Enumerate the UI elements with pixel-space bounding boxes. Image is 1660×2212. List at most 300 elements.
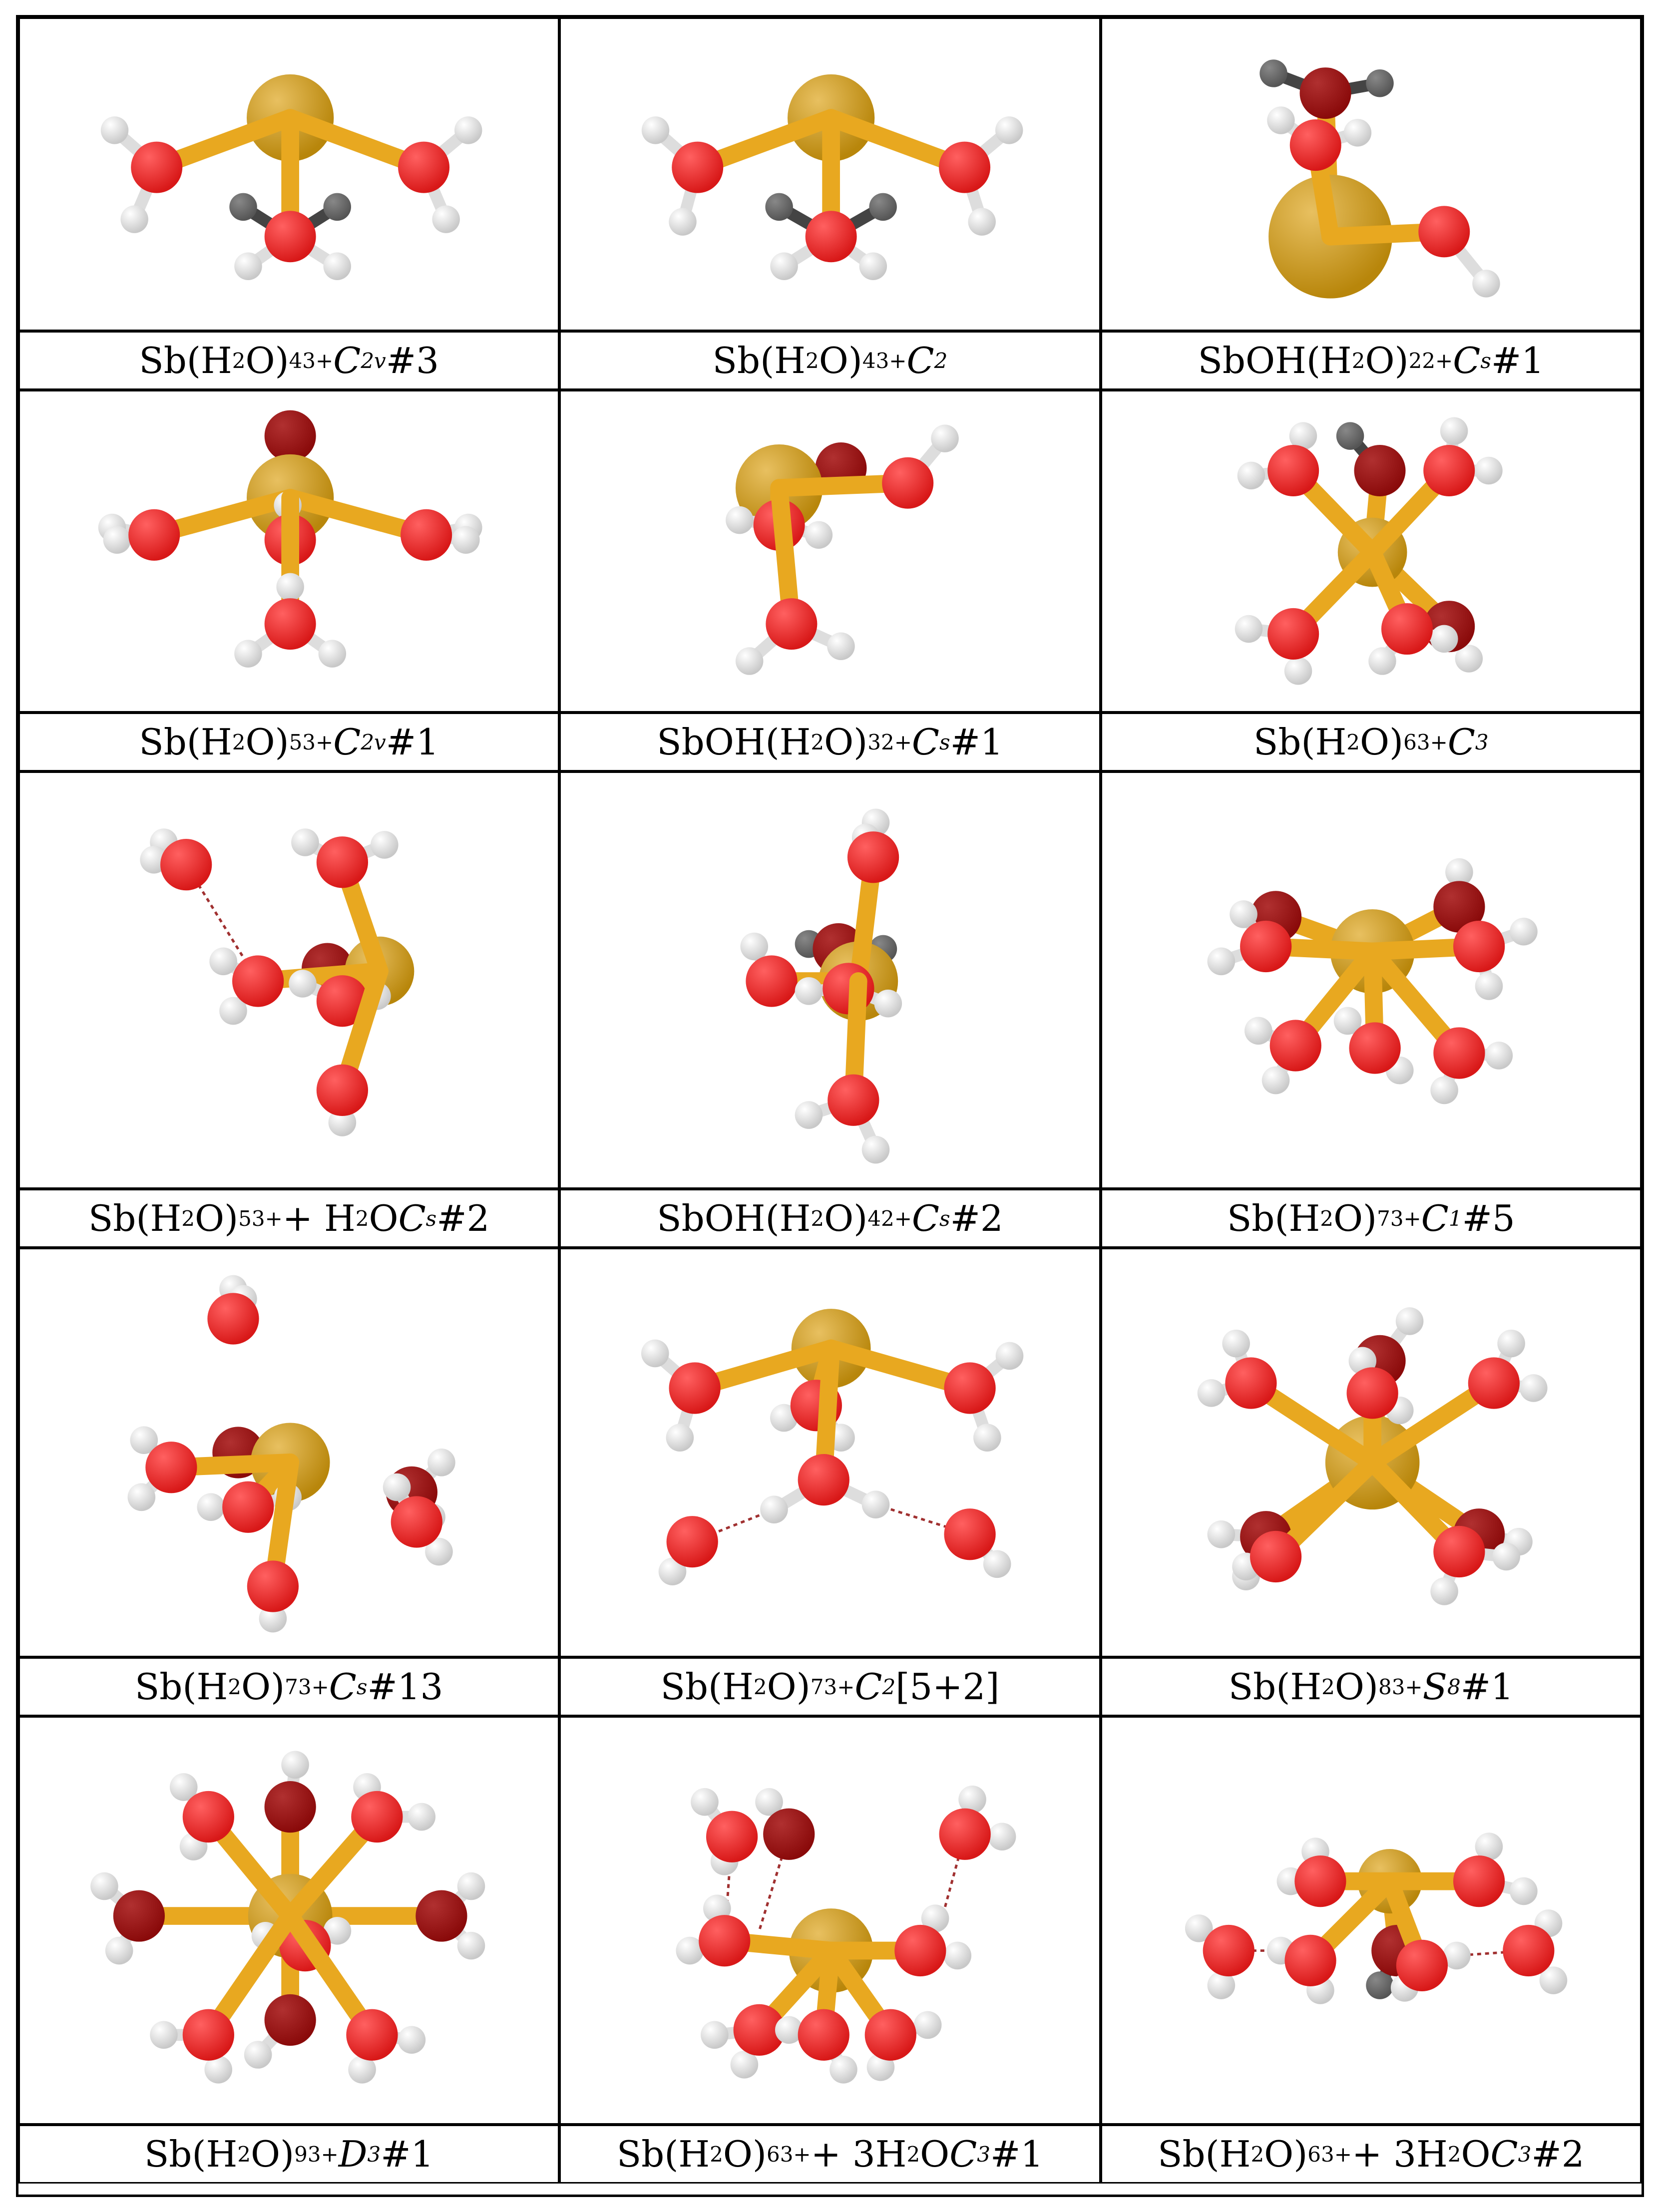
hydrogen-atom: [828, 632, 855, 660]
caption-segment: 2: [906, 2142, 920, 2167]
caption-segment: C: [906, 340, 934, 381]
hydrogen-atom: [973, 1424, 1001, 1452]
caption-segment: 2: [811, 730, 825, 754]
structure-caption: [1101, 713, 1642, 771]
caption-segment: 6: [766, 2142, 780, 2167]
hydrogen-atom: [427, 1449, 455, 1476]
structure-caption: [18, 331, 559, 390]
structure-caption: [18, 1189, 559, 1248]
oxygen-atom: [232, 955, 284, 1007]
oxygen-atom: [847, 831, 899, 883]
water-molecule: [1185, 1914, 1254, 1999]
oxygen-atom: [145, 1442, 197, 1493]
water-molecule: [939, 1786, 1016, 1860]
molecule-structure: [20, 1718, 558, 2123]
structure-image-cell: [559, 1716, 1100, 2125]
oxygen-atom: [1203, 1925, 1254, 1976]
caption-segment: Sb(H: [1253, 721, 1347, 763]
water-molecule: [234, 498, 346, 668]
hydrogen-atom: [398, 2026, 426, 2054]
hydrogen-atom: [1366, 69, 1393, 97]
oxygen-atom: [1250, 1531, 1301, 1582]
water-molecule: [1197, 1330, 1372, 1463]
caption-segment: 4: [289, 348, 303, 373]
water-molecule: [691, 1788, 758, 1875]
hydrogen-atom: [983, 1550, 1011, 1578]
caption-segment: 3+: [298, 1674, 329, 1699]
caption-segment: 3: [1518, 2142, 1532, 2167]
caption-segment: 5: [289, 730, 303, 754]
oxygen-atom: [160, 839, 212, 890]
caption-segment: C: [1490, 2133, 1518, 2175]
hydrogen-atom: [1368, 647, 1396, 675]
caption-segment: 2: [710, 2142, 723, 2167]
hydrogen-atom: [244, 2041, 272, 2069]
caption-segment: O): [1365, 340, 1409, 381]
caption-segment: + H: [282, 1197, 356, 1239]
hydrogen-atom: [457, 1872, 485, 1900]
structure-image-cell: [18, 17, 559, 331]
hydrogen-atom: [1430, 1577, 1458, 1605]
hydrogen-atom: [120, 205, 148, 233]
hydrogen-atom: [432, 205, 459, 233]
caption-segment: 3: [1475, 730, 1489, 754]
hydrogen-atom: [761, 1495, 789, 1523]
caption-segment: 3+: [307, 2142, 339, 2167]
molecule-structure: [1102, 391, 1640, 711]
hydrogen-atom: [988, 1823, 1016, 1850]
caption-segment: 2: [753, 1674, 767, 1699]
oxygen-atom: [667, 1516, 718, 1567]
hydrogen-atom: [669, 208, 697, 235]
structure-image-cell: [18, 390, 559, 713]
caption-segment: 3+: [875, 348, 907, 373]
molecule-structure: [20, 773, 558, 1187]
hydrogen-atom: [1472, 270, 1500, 297]
oxygen-atom: [1354, 445, 1405, 496]
water-molecule: [290, 1916, 425, 2084]
oxygen-atom: [1240, 921, 1291, 972]
caption-segment: 2+: [880, 730, 912, 754]
hydrogen-atom: [103, 526, 131, 553]
caption-segment: 3+: [1390, 1206, 1421, 1231]
hydrogen-atom: [1261, 1067, 1289, 1095]
hydrogen-atom: [1336, 422, 1363, 449]
caption-segment: s: [425, 1206, 437, 1231]
hydrogen-atom: [691, 1788, 719, 1816]
structure-caption: [559, 713, 1100, 771]
caption-segment: 2: [181, 1206, 195, 1231]
caption-segment: 2: [882, 1674, 896, 1699]
hydrogen-atom: [795, 977, 823, 1005]
structure-caption: [559, 1189, 1100, 1248]
caption-segment: #1: [950, 721, 1003, 763]
caption-segment: 1: [1448, 1206, 1462, 1231]
water-molecule: [140, 828, 212, 890]
oxygen-atom: [1433, 1526, 1485, 1577]
structure-caption: [559, 331, 1100, 390]
hydrogen-atom: [276, 573, 304, 601]
caption-segment: C: [1421, 1197, 1449, 1239]
hydrogen-atom: [1475, 972, 1503, 1000]
oxygen-atom: [669, 1362, 721, 1414]
caption-segment: O: [1461, 2133, 1491, 2175]
oxygen-atom: [944, 1362, 996, 1414]
hydrogen-atom: [944, 1942, 972, 1970]
hydrogen-atom: [1430, 625, 1458, 653]
caption-segment: O): [250, 2133, 295, 2175]
caption-segment: 3+: [302, 348, 334, 373]
oxygen-atom: [1503, 1925, 1554, 1976]
hydrogen-atom: [229, 193, 257, 221]
hydrogen-atom: [869, 193, 897, 221]
structure-image-cell: [1101, 17, 1642, 331]
caption-segment: Sb(H: [144, 2133, 238, 2175]
oxygen-atom: [763, 1809, 815, 1860]
hydrogen-atom: [1207, 1520, 1235, 1548]
oxygen-atom: [131, 142, 182, 193]
structure-image-cell: [559, 17, 1100, 331]
oxygen-atom: [1453, 1855, 1505, 1907]
oxygen-atom: [1269, 1020, 1321, 1071]
hydrogen-atom: [1235, 615, 1262, 643]
hydrogen-atom: [862, 1490, 890, 1518]
caption-segment: C: [398, 1197, 426, 1239]
structure-caption: [18, 2125, 559, 2184]
caption-segment: 3+: [1391, 1674, 1423, 1699]
hydrogen-atom: [1497, 1330, 1525, 1358]
caption-segment: + 3H: [811, 2133, 907, 2175]
oxygen-atom: [265, 1994, 316, 2046]
hydrogen-atom: [641, 1340, 669, 1368]
caption-segment: SbOH(H: [1198, 340, 1352, 381]
hydrogen-atom: [324, 193, 351, 221]
structure-caption: [18, 713, 559, 771]
structure-image-cell: [559, 390, 1100, 713]
caption-segment: #1: [1491, 340, 1545, 381]
caption-segment: #5: [1462, 1197, 1515, 1239]
caption-segment: O): [723, 2133, 767, 2175]
caption-segment: SbOH(H: [657, 1197, 811, 1239]
caption-segment: #1: [990, 2133, 1044, 2175]
structure-image-cell: [559, 1248, 1100, 1657]
caption-segment: 3+: [1416, 730, 1448, 754]
caption-segment: Sb(H: [134, 1666, 228, 1708]
oxygen-atom: [265, 410, 316, 462]
caption-segment: #2: [436, 1197, 490, 1239]
caption-segment: #1: [1460, 1666, 1514, 1708]
oxygen-atom: [1289, 119, 1341, 171]
hydrogen-atom: [454, 116, 482, 144]
hydrogen-atom: [319, 640, 346, 667]
oxygen-atom: [391, 1496, 442, 1547]
caption-segment: 3: [867, 730, 881, 754]
hydrogen-atom: [1510, 1877, 1538, 1905]
caption-segment: 2v: [361, 348, 386, 373]
oxygen-atom: [207, 1293, 259, 1344]
molecule-structure: [561, 1249, 1099, 1656]
caption-segment: Sb(H: [1227, 1197, 1320, 1239]
hydrogen-atom: [209, 947, 237, 975]
caption-segment: #13: [367, 1666, 443, 1708]
hydrogen-atom: [234, 252, 262, 280]
caption-segment: 2: [1321, 1674, 1335, 1699]
caption-segment: O): [1360, 721, 1404, 763]
hydrogen-atom: [642, 116, 669, 144]
caption-segment: C: [329, 1666, 357, 1708]
hydrogen-atom: [234, 640, 262, 667]
caption-segment: C: [1447, 721, 1475, 763]
oxygen-atom: [1284, 1935, 1336, 1986]
hydrogen-atom: [859, 252, 887, 280]
caption-segment: Sb(H: [1158, 2133, 1251, 2175]
structure-caption: [1101, 1189, 1642, 1248]
hydrogen-atom: [197, 1493, 225, 1521]
caption-segment: [5+2]: [895, 1666, 1000, 1708]
oxygen-atom: [798, 1454, 849, 1505]
water-molecule: [831, 1342, 1023, 1452]
caption-segment: #3: [386, 340, 439, 381]
hydrogen-atom: [457, 1932, 485, 1960]
structure-table: [16, 15, 1644, 2197]
caption-segment: O): [767, 1666, 811, 1708]
molecule-structure: [561, 19, 1099, 330]
oxygen-atom: [351, 1791, 403, 1843]
caption-segment: 3: [977, 2142, 991, 2167]
caption-segment: 7: [810, 1674, 824, 1699]
caption-segment: #1: [386, 721, 439, 763]
oxygen-atom: [183, 2009, 234, 2061]
structure-image-cell: [1101, 390, 1642, 713]
oxygen-atom: [895, 1925, 946, 1976]
structure-caption: [559, 2125, 1100, 2184]
caption-segment: 2+: [1422, 348, 1453, 373]
oxygen-atom: [265, 1781, 316, 1833]
caption-segment: 2: [1346, 730, 1360, 754]
caption-segment: O: [920, 2133, 950, 2175]
caption-segment: 8: [1378, 1674, 1392, 1699]
caption-segment: 6: [1307, 2142, 1321, 2167]
structure-image-cell: [1101, 1248, 1642, 1657]
molecule-structure: [561, 1718, 1099, 2123]
hydrogen-atom: [408, 1803, 435, 1831]
oxygen-atom: [746, 955, 798, 1007]
caption-segment: 8: [1447, 1674, 1461, 1699]
oxygen-atom: [222, 1481, 274, 1533]
caption-segment: #1: [381, 2133, 434, 2175]
hydrogen-atom: [324, 252, 351, 280]
hydrogen-atom: [1475, 457, 1502, 484]
hydrogen-atom: [1237, 462, 1264, 489]
hydrogen-atom: [996, 1342, 1024, 1370]
caption-segment: 2: [811, 1206, 825, 1231]
oxygen-atom: [265, 211, 316, 262]
caption-segment: 2: [232, 730, 246, 754]
hydrogen-atom: [931, 424, 959, 452]
caption-segment: C: [1453, 340, 1481, 381]
hydrogen-atom: [383, 1474, 411, 1501]
oxygen-atom: [939, 1809, 991, 1860]
oxygen-atom: [113, 1890, 165, 1941]
caption-segment: 4: [862, 348, 876, 373]
hydrogen-atom: [666, 1424, 694, 1452]
oxygen-atom: [882, 457, 934, 509]
hydrogen-atom: [1492, 1543, 1520, 1571]
caption-segment: 3+: [251, 1206, 283, 1231]
oxygen-atom: [1299, 67, 1351, 119]
water-molecule: [944, 1508, 1011, 1578]
hydrogen-atom: [1197, 1379, 1225, 1407]
caption-segment: C: [911, 721, 939, 763]
oxygen-atom: [1381, 603, 1433, 655]
molecule-structure: [1102, 19, 1640, 330]
oxygen-atom: [1423, 445, 1475, 496]
caption-segment: 5: [238, 1206, 252, 1231]
hydrogen-atom: [291, 828, 319, 856]
oxygen-atom: [1418, 206, 1470, 257]
hydrogen-atom: [371, 831, 399, 859]
caption-segment: 3+: [824, 1674, 855, 1699]
oxygen-atom: [1396, 1940, 1447, 1991]
structure-caption: [18, 1657, 559, 1716]
hydrogen-atom: [452, 526, 479, 553]
caption-segment: O): [245, 721, 289, 763]
oxygen-atom: [1225, 1357, 1276, 1409]
caption-segment: O): [1334, 1666, 1378, 1708]
caption-segment: D: [338, 2133, 368, 2175]
molecule-structure: [1102, 1249, 1640, 1656]
hydrogen-atom: [830, 2056, 857, 2084]
caption-segment: O): [245, 340, 289, 381]
molecule-structure: [20, 1249, 558, 1656]
hydrogen-atom: [701, 2021, 729, 2049]
oxygen-atom: [828, 1075, 879, 1126]
caption-segment: s: [356, 1674, 368, 1699]
caption-segment: 2: [1447, 2142, 1461, 2167]
molecule-structure: [1102, 1718, 1640, 2123]
hydrogen-atom: [1430, 1077, 1458, 1105]
caption-segment: S: [1422, 1666, 1447, 1708]
caption-segment: s: [939, 1206, 950, 1231]
caption-segment: O): [1333, 1197, 1377, 1239]
water-molecule: [1503, 1909, 1567, 1994]
caption-segment: O: [369, 1197, 399, 1239]
hydrogen-atom: [995, 116, 1023, 144]
caption-segment: C: [333, 721, 361, 763]
caption-segment: 2: [237, 2142, 251, 2167]
caption-segment: 6: [1403, 730, 1417, 754]
oxygen-atom: [317, 1065, 368, 1116]
hydrogen-atom: [1207, 947, 1235, 975]
hydrogen-atom: [1485, 1042, 1513, 1070]
hydrogen-atom: [766, 193, 793, 221]
structure-caption: [1101, 331, 1642, 390]
hydrogen-atom: [1343, 119, 1371, 146]
caption-segment: O): [241, 1666, 285, 1708]
hydrogen-atom: [726, 506, 753, 534]
water-molecule: [761, 1349, 890, 1523]
caption-segment: C: [333, 340, 361, 381]
structure-image-cell: [18, 1716, 559, 2125]
caption-segment: 2+: [880, 1206, 912, 1231]
caption-segment: 3+: [780, 2142, 811, 2167]
caption-segment: 2: [232, 348, 246, 373]
oxygen-atom: [1433, 1027, 1485, 1079]
caption-segment: C: [911, 1197, 939, 1239]
caption-segment: 2: [1351, 348, 1365, 373]
caption-segment: O): [195, 1197, 239, 1239]
hydrogen-atom: [1510, 918, 1538, 946]
water-molecule: [207, 1275, 259, 1345]
hydrogen-atom: [795, 1101, 823, 1129]
oxygen-atom: [1349, 1022, 1400, 1074]
hydrogen-atom: [289, 970, 317, 998]
caption-segment: Sb(H: [712, 340, 806, 381]
hydrogen-atom: [1245, 1017, 1272, 1045]
caption-segment: + 3H: [1351, 2133, 1448, 2175]
caption-segment: C: [854, 1666, 882, 1708]
hydrogen-atom: [1440, 417, 1468, 445]
oxygen-atom: [1346, 1367, 1398, 1419]
hydrogen-atom: [101, 116, 128, 144]
caption-segment: 2: [1408, 348, 1422, 373]
caption-segment: O): [824, 721, 868, 763]
structure-image-cell: [559, 771, 1100, 1189]
oxygen-atom: [672, 142, 724, 193]
molecule-structure: [561, 773, 1099, 1187]
oxygen-atom: [183, 1791, 234, 1843]
oxygen-atom: [944, 1508, 996, 1560]
caption-segment: O): [819, 340, 862, 381]
caption-segment: #2: [950, 1197, 1003, 1239]
oxygen-atom: [415, 1890, 467, 1941]
structure-image-cell: [1101, 1716, 1642, 2125]
structure-caption: [1101, 1657, 1642, 1716]
oxygen-atom: [265, 598, 316, 650]
caption-segment: 3+: [1321, 2142, 1352, 2167]
oxygen-atom: [346, 2009, 398, 2061]
oxygen-atom: [1267, 445, 1319, 496]
hydrogen-atom: [1230, 900, 1257, 928]
oxygen-atom: [806, 211, 857, 262]
oxygen-atom: [706, 1811, 758, 1862]
caption-segment: SbOH(H: [657, 721, 811, 763]
molecule-structure: [20, 391, 558, 711]
oxygen-atom: [699, 1915, 750, 1966]
caption-segment: 3+: [302, 730, 334, 754]
caption-segment: 2: [805, 348, 819, 373]
caption-segment: Sb(H: [1228, 1666, 1322, 1708]
caption-segment: 2: [228, 1674, 241, 1699]
hydrogen-atom: [736, 647, 763, 675]
structure-caption: [559, 1657, 1100, 1716]
oxygen-atom: [939, 142, 990, 193]
hydrogen-atom: [741, 933, 769, 961]
caption-segment: O): [824, 1197, 868, 1239]
structure-image-cell: [18, 1248, 559, 1657]
oxygen-atom: [766, 598, 818, 650]
oxygen-atom: [247, 1560, 299, 1612]
hydrogen-atom: [874, 990, 902, 1018]
hydrogen-atom: [150, 2021, 178, 2049]
oxygen-atom: [128, 509, 180, 561]
water-molecule: [756, 1788, 815, 1860]
hydrogen-atom: [1222, 1330, 1250, 1358]
caption-segment: 2v: [361, 730, 386, 754]
hydrogen-atom: [968, 208, 996, 235]
caption-segment: 2: [1250, 2142, 1264, 2167]
hydrogen-atom: [914, 2011, 942, 2039]
